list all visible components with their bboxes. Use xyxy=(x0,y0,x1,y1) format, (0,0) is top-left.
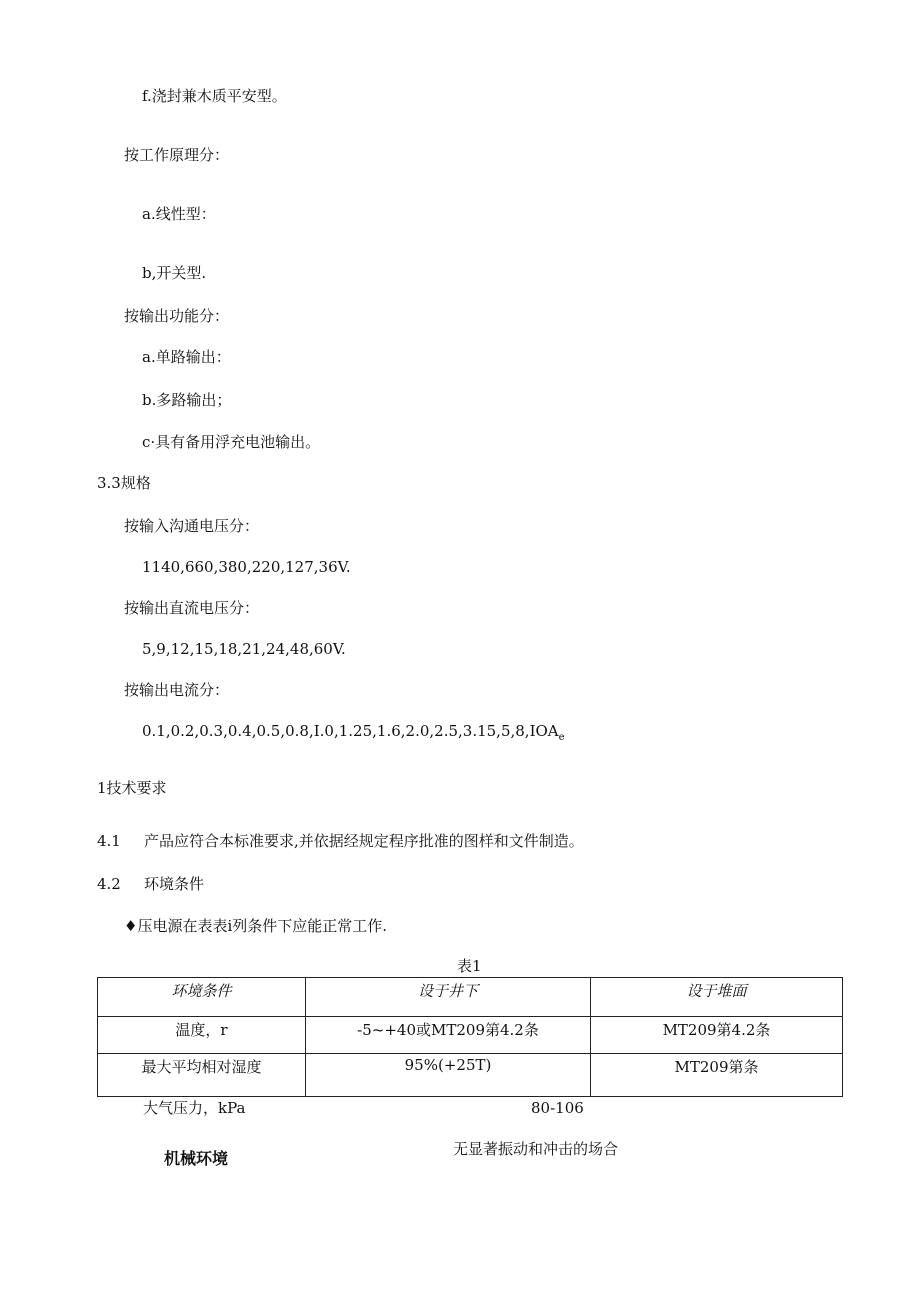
table-row xyxy=(98,1054,843,1097)
output-dc-values: 5,9,12,15,18,21,24,48,60V. xyxy=(142,640,346,658)
table-cell: 最大平均相对湿度 xyxy=(98,1054,306,1097)
table-cell: 温度，r xyxy=(98,1017,306,1054)
table-header-row xyxy=(98,978,843,1017)
table-cell: 95%(+25T) xyxy=(306,1054,591,1097)
environment-table xyxy=(97,977,843,1097)
table-header-cell: 环境条件 xyxy=(98,978,306,1017)
mechanical-env-label: 机械环境 xyxy=(164,1149,229,1168)
paragraph-by-principle: 按工作原理分： xyxy=(124,146,230,164)
table-header-cell: 设于堆面 xyxy=(591,978,843,1017)
list-item-c-battery: c·具有备用浮充电池输出。 xyxy=(142,433,321,451)
paragraph-by-input-voltage: 按输入沟通电压分： xyxy=(124,517,260,535)
current-values-subscript: e xyxy=(558,732,565,743)
table-cell: MT209第4.2条 xyxy=(591,1017,843,1054)
input-voltages: 1140,660,380,220,127,36V. xyxy=(142,558,351,576)
section-heading-3-3: 3.3规格 xyxy=(97,474,151,492)
list-item-a-linear: a.线性型： xyxy=(142,205,216,223)
list-item-b-switch: b,开关型. xyxy=(142,264,207,282)
paragraph-by-output-func: 按输出功能分： xyxy=(124,307,230,325)
list-item-a-single: a.单路输出： xyxy=(142,348,231,366)
pressure-value: 80-106 xyxy=(531,1099,584,1117)
section-number-4-1: 4.1 xyxy=(97,832,121,850)
list-item-b-multi: b.多路输出； xyxy=(142,391,232,409)
section-number-4-2: 4.2 xyxy=(97,875,121,893)
section-text-4-1: 产品应符合本标准要求,并依据经规定程序批准的图样和文件制造。 xyxy=(144,832,584,850)
paragraph-by-output-dc: 按输出直流电压分： xyxy=(124,599,260,617)
mechanical-env-value: 无显著振动和冲击的场合 xyxy=(453,1140,619,1158)
table-header-cell: 设于井下 xyxy=(306,978,591,1017)
table-row xyxy=(98,1017,843,1054)
table-cell: -5~+40或MT209第4.2条 xyxy=(306,1017,591,1054)
pressure-label: 大气压力，kPa xyxy=(143,1099,246,1117)
section-text-4-2: 环境条件 xyxy=(144,875,205,893)
env-note: ♦压电源在表表i列条件下应能正常工作. xyxy=(124,917,388,935)
section-heading-4: 1技术要求 xyxy=(97,779,167,797)
current-values-text: 0.1,0.2,0.3,0.4,0.5,0.8,I.0,1.25,1.6,2.0,2.5,3.15,5,8,IOA xyxy=(142,722,559,740)
paragraph-by-output-current: 按输出电流分： xyxy=(124,681,230,699)
list-item-f: f.浇封兼木质平安型。 xyxy=(142,87,287,105)
current-values xyxy=(142,721,565,748)
table-caption: 表1 xyxy=(457,957,482,975)
table-cell: MT209第条 xyxy=(591,1054,843,1097)
